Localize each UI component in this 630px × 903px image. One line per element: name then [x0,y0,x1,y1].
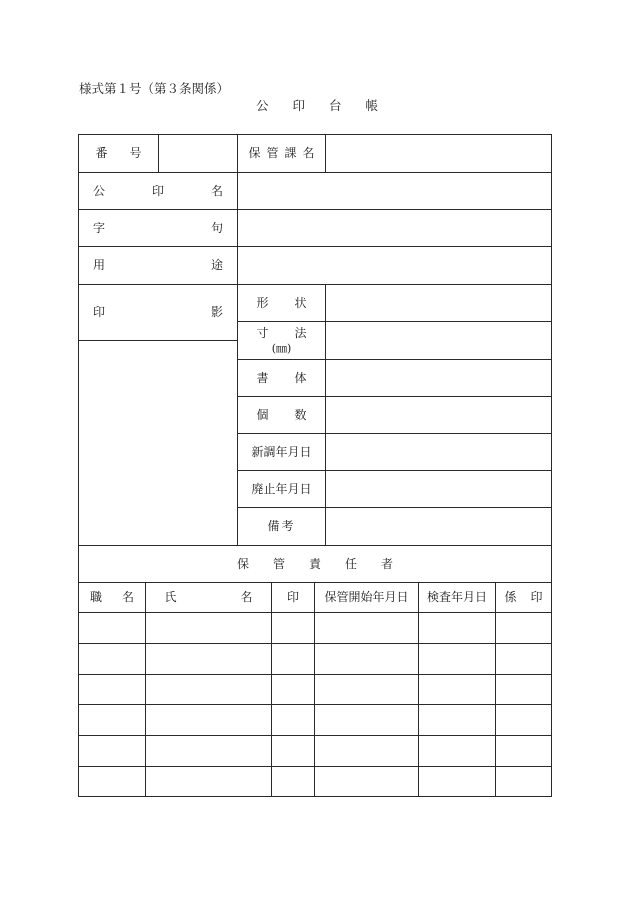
glyph: 管 [266,146,279,161]
size-label-group [257,326,307,355]
shape-value-cell [325,284,552,322]
column-clerk-seal-label [505,590,543,604]
glyph: 名 [210,183,223,198]
custodian-clerk-seal-cell [495,612,552,644]
glyph: 形 [256,295,269,310]
glyph: 責 [308,556,321,571]
custodian-inspection-date-cell [418,704,496,736]
wording-label-cell [78,209,238,247]
usage-label-cell [78,246,238,285]
size-unit: (㎜) [271,341,292,355]
glyph: 号 [129,146,142,161]
custodian-position-cell [78,643,146,675]
abolished-date-label-cell [237,470,326,508]
column-position-label [90,590,134,604]
glyph: 寸 [256,326,269,341]
custodian-name-cell [145,612,272,644]
custodian-name-cell [145,766,272,797]
glyph: 途 [210,258,223,273]
custodian-clerk-seal-cell [495,766,552,797]
new-date-value-cell [325,433,552,471]
custodian-seal-cell [271,735,315,767]
glyph: 字 [93,220,106,235]
custodian-clerk-seal-cell [495,674,552,705]
glyph: 公 [93,183,106,198]
glyph: 職 [90,590,103,605]
custodian-inspection-date-cell [418,766,496,797]
impression-label-cell [78,284,238,341]
wording-label [93,221,223,235]
glyph: 台 [328,98,342,113]
custodian-position-cell [78,612,146,644]
custodian-clerk-seal-cell [495,643,552,675]
custodian-name-cell [145,643,272,675]
number-value-cell [158,134,238,173]
size-label-cell [237,321,326,360]
glyph: 印 [151,183,164,198]
abolished-date-label: 廃止年月日 [251,481,312,496]
typeface-value-cell [325,359,552,397]
custodian-inspection-date-cell [418,735,496,767]
custodian-name-cell [145,735,272,767]
department-label [249,146,315,160]
shape-label [257,296,307,310]
column-header-clerk-seal [495,582,552,613]
custodian-heading [237,557,393,571]
glyph: 者 [380,556,393,571]
seal-name-label [93,184,223,198]
column-header-seal [271,582,315,613]
count-value-cell [325,396,552,434]
glyph: 数 [294,407,307,422]
glyph: 公 [256,98,269,113]
custodian-seal-cell [271,766,315,797]
count-label [257,408,307,422]
wording-value-cell [237,209,552,247]
glyph: 保 [248,146,261,161]
count-label-cell [237,396,326,434]
custodian-position-cell [78,674,146,705]
size-value-cell [325,321,552,360]
custodian-position-cell [78,704,146,736]
custodian-inspection-date-cell [418,674,496,705]
glyph: 名 [121,590,134,605]
custodian-start-date-cell [314,674,419,705]
department-label-cell [237,134,326,173]
column-header-position [78,582,146,613]
glyph: 印 [530,590,543,605]
shape-label-cell [237,284,326,322]
glyph: 名 [240,590,253,605]
custodian-seal-cell [271,674,315,705]
glyph: 個 [256,407,269,422]
glyph: 番 [95,146,108,161]
column-header-inspection-date [418,582,496,613]
glyph: 書 [256,370,269,385]
glyph: 課 [284,146,297,161]
remarks-value-cell [325,507,552,546]
custodian-start-date-cell [314,704,419,736]
column-header-start-date [314,582,419,613]
remarks-label: 備考 [267,519,296,534]
custodian-inspection-date-cell [418,612,496,644]
glyph: 氏 [164,590,177,605]
custodian-start-date-cell [314,766,419,797]
new-date-label: 新調年月日 [251,444,312,459]
custodian-start-date-cell [314,643,419,675]
glyph: 係 [504,590,517,605]
number-label [96,146,142,160]
glyph: 印 [292,98,305,113]
typeface-label-cell [237,359,326,397]
impression-label [93,305,223,319]
document-title [256,98,378,113]
seal-name-label-cell [78,172,238,210]
column-name-label [165,590,253,604]
custodian-start-date-cell [314,612,419,644]
number-label-cell [78,134,159,173]
custodian-inspection-date-cell [418,643,496,675]
glyph: 管 [272,556,285,571]
custodian-name-cell [145,674,272,705]
department-value-cell [325,134,552,173]
custodian-seal-cell [271,704,315,736]
remarks-label-cell [237,507,326,546]
custodian-name-cell [145,704,272,736]
column-start-date-label: 保管開始年月日 [324,590,409,605]
typeface-label [257,371,307,385]
usage-label [93,258,223,272]
impression-box [78,340,238,546]
glyph: 帳 [365,98,378,113]
usage-value-cell [237,246,552,285]
custodian-seal-cell [271,643,315,675]
column-inspection-date-label: 検査年月日 [426,590,487,605]
seal-name-value-cell [237,172,552,210]
glyph: 名 [302,146,315,161]
form-number: 様式第１号（第３条関係） [79,81,230,96]
size-label [257,326,307,340]
glyph: 印 [93,305,106,320]
new-date-label-cell [237,433,326,471]
custodian-position-cell [78,766,146,797]
abolished-date-value-cell [325,470,552,508]
glyph: 影 [210,305,223,320]
custodian-position-cell [78,735,146,767]
column-header-name [145,582,272,613]
glyph: 状 [294,295,307,310]
glyph: 任 [344,556,357,571]
custodian-seal-cell [271,612,315,644]
glyph: 体 [294,370,307,385]
custodian-clerk-seal-cell [495,704,552,736]
glyph: 法 [294,326,307,341]
glyph: 句 [210,220,223,235]
glyph: 用 [93,258,106,273]
custodian-heading-cell [78,545,552,583]
column-seal-label: 印 [286,590,299,605]
custodian-clerk-seal-cell [495,735,552,767]
glyph: 保 [237,556,250,571]
custodian-start-date-cell [314,735,419,767]
